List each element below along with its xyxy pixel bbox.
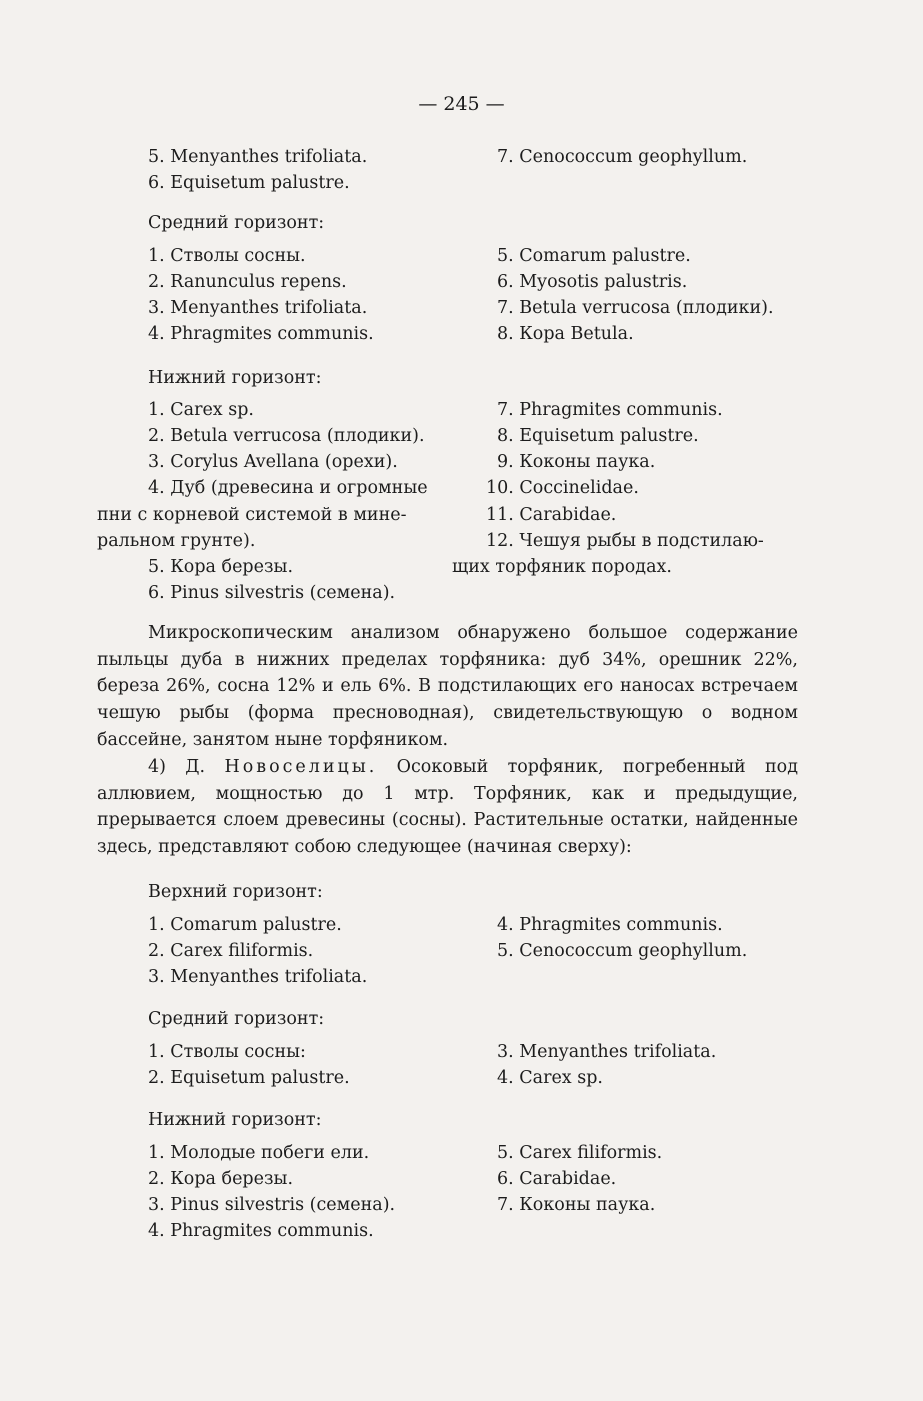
list-item: 4. Carex sp. [497,1068,603,1088]
list-item: щих торфяник породах. [452,557,672,577]
list-item: 7. Phragmites communis. [497,400,723,420]
list-item: 6. Myosotis palustris. [497,272,688,292]
list-item: 8. Кора Betula. [497,324,634,344]
list-item: 2. Equisetum palustre. [148,1068,350,1088]
list-item: 4. Phragmites communis. [148,324,374,344]
list-item: 1. Comarum palustre. [148,915,342,935]
section-number: 4) Д. [148,757,206,777]
list-item: 7. Betula verrucosa (плодики). [497,298,774,318]
list-item: 7. Cenococcum geophyllum. [497,147,748,167]
list-item: 5. Menyanthes trifoliata. [148,147,368,167]
list-item: 5. Carex filiformis. [497,1143,663,1163]
list-item: 2. Carex filiformis. [148,941,314,961]
body-paragraph: Микроскопическим анализом обнаружено большое содержание пыльцы дуба в нижних пределах торфяника: дуб 34%, орешник 22%, береза 26%, сосна 12% и ель 6%. В подстилающих его наносах встречаем чешую рыбы (форма пресноводная), свидетельствующую о водном бассейне, занятом ныне торфяником. [97,623,798,750]
place-name: Новоселицы. [224,757,378,777]
section-heading: Средний горизонт: [148,1009,325,1029]
section-heading: Нижний горизонт: [148,1110,322,1130]
list-item: 4. Дуб (древесина и огромные [148,478,428,498]
list-item: 10. Coccinelidae. [486,478,639,498]
list-item: 3. Menyanthes trifoliata. [497,1042,717,1062]
list-item: 11. Carabidae. [486,505,617,525]
page-number: — 245 — [418,93,505,115]
list-item: 7. Коконы паука. [497,1195,656,1215]
section-heading: Нижний горизонт: [148,368,322,388]
list-item: 2. Ranunculus repens. [148,272,347,292]
list-item: 1. Стволы сосны. [148,246,306,266]
list-item: 1. Стволы сосны: [148,1042,306,1062]
list-item: пни с корневой системой в мине- [97,505,407,525]
list-item: 3. Menyanthes trifoliata. [148,298,368,318]
list-item: 6. Pinus silvestris (семена). [148,583,396,603]
list-item: 4. Phragmites communis. [148,1221,374,1241]
list-item: 12. Чешуя рыбы в подстилаю- [486,531,764,551]
list-item: 4. Phragmites communis. [497,915,723,935]
section-heading: Средний горизонт: [148,213,325,233]
list-item: 6. Equisetum palustre. [148,173,350,193]
list-item: 3. Menyanthes trifoliata. [148,967,368,987]
list-item: 2. Betula verrucosa (плодики). [148,426,425,446]
list-item: 8. Equisetum palustre. [497,426,699,446]
list-item: 5. Cenococcum geophyllum. [497,941,748,961]
list-item: 5. Comarum palustre. [497,246,691,266]
list-item: 1. Молодые побеги ели. [148,1143,370,1163]
section-heading: Верхний горизонт: [148,882,323,902]
list-item: 6. Carabidae. [497,1169,617,1189]
paragraph-text: Осоковый торфяник, погребенный под аллювием, мощностью до 1 мтр. Торфяник, как и предыдущие, прерывается слоем древесины (сосны). Растительные остатки, найденные здесь, представляют собою следующее (начиная сверху): [97,757,798,858]
list-item: 1. Carex sp. [148,400,254,420]
list-item: 9. Коконы паука. [497,452,656,472]
list-item: 2. Кора березы. [148,1169,294,1189]
list-item: ральном грунте). [97,531,256,551]
body-paragraph [97,754,798,861]
list-item: 5. Кора березы. [148,557,294,577]
list-item: 3. Corylus Avellana (орехи). [148,452,398,472]
list-item: 3. Pinus silvestris (семена). [148,1195,396,1215]
